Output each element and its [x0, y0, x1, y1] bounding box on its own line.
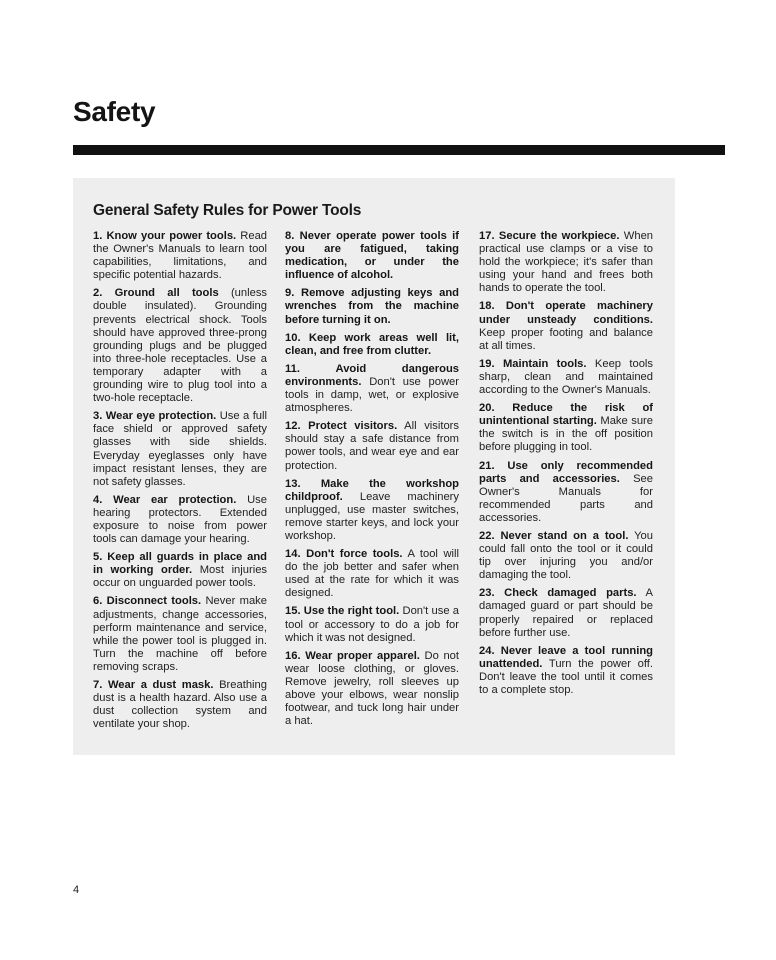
safety-rule: [93, 551, 267, 590]
rule-number: 11.: [285, 362, 300, 375]
rule-lead: Don't force tools.: [306, 548, 403, 561]
page-number: 4: [73, 884, 80, 896]
rule-lead: Never operate power tools if you are fatigued, taking medication, or under the influence of alcohol.: [285, 230, 459, 282]
rule-lead: Protect visitors.: [308, 420, 398, 433]
safety-rule: [285, 287, 459, 326]
rule-text: Keep proper footing and balance at all times.: [479, 326, 653, 352]
rule-lead: Remove adjusting keys and wrenches from the machine before turning it on.: [285, 287, 459, 326]
safety-rule: [479, 587, 653, 639]
rule-lead: Keep work areas well lit, clean, and free from clutter.: [285, 331, 459, 357]
rule-text: Read the Owner's Manuals to learn tool capabilities, limitations, and specific potential hazards.: [93, 230, 268, 282]
safety-rule: [93, 287, 267, 405]
rule-text: Never make adjustments, change accessories, perform maintenance and service, while the power tool is plugged in. Turn the machine off before removing scraps.: [93, 595, 267, 673]
rule-lead: Maintain tools.: [502, 357, 587, 370]
safety-rules-panel: [73, 178, 675, 755]
safety-rule: [285, 478, 459, 543]
rule-text: All visitors should stay a safe distance from power tools, and wear eye and ear protection.: [285, 420, 459, 472]
safety-rule: [93, 410, 267, 489]
rule-text: Don't use power tools in damp, wet, or explosive atmospheres.: [285, 375, 459, 415]
rule-text: Turn the power off. Don't leave the tool until it comes to a complete stop.: [479, 657, 654, 696]
rule-text: Do not wear loose clothing, or gloves. Remove jewelry, roll sleeves up above your elbows, wear nonslip footwear, and tuck long hair under a hat.: [285, 649, 459, 728]
rule-number: 5.: [93, 551, 103, 564]
rule-lead: Reduce the risk of unintentional starting.: [479, 402, 654, 428]
rule-number: 8.: [285, 230, 295, 242]
rule-lead: Wear ear protection.: [113, 493, 237, 506]
rule-lead: Never stand on a tool.: [500, 529, 629, 542]
rules-column-2: [285, 230, 459, 733]
rule-number: 3.: [93, 410, 103, 423]
rule-lead: Avoid dangerous environments.: [285, 362, 459, 388]
rule-number: 21.: [479, 459, 495, 472]
rule-number: 12.: [285, 420, 301, 433]
rule-number: 18.: [479, 300, 495, 313]
rule-text: A damaged guard or part should be properly repaired or replaced before further use.: [479, 587, 653, 639]
rule-number: 19.: [479, 357, 495, 370]
rule-lead: Wear proper apparel.: [305, 649, 420, 662]
safety-rule: [479, 300, 653, 352]
safety-rule: [479, 645, 653, 697]
rule-number: 6.: [93, 595, 103, 608]
rule-lead: Check damaged parts.: [504, 587, 637, 600]
rule-number: 16.: [285, 649, 301, 662]
safety-rule: [285, 420, 459, 472]
rule-lead: Use the right tool.: [303, 605, 400, 618]
rule-text: Use a full face shield or approved safety glasses with side shields. Everyday eyeglasses only have impact resistant lenses, they are not safety glasses.: [93, 410, 268, 488]
safety-rule: [93, 494, 267, 546]
rule-number: 1.: [93, 230, 103, 242]
rule-lead: Wear eye protection.: [105, 410, 217, 423]
rule-number: 15.: [285, 605, 301, 618]
rule-number: 4.: [93, 493, 103, 506]
rule-text: You could fall onto the tool or it could tip over injuring you and/or damaging the tool.: [479, 529, 654, 582]
safety-rule: [285, 230, 459, 282]
rule-lead: Make the workshop childproof.: [285, 477, 459, 503]
rule-text: See Owner's Manuals for recommended parts and accessories.: [479, 472, 653, 524]
safety-rule: [285, 363, 459, 415]
rule-text: Use hearing protectors. Extended exposure to noise from power tools can damage your hearing.: [93, 493, 267, 546]
rule-lead: Keep all guards in place and in working order.: [93, 551, 268, 577]
rules-column-1: [93, 230, 267, 736]
heading-rule: [73, 145, 725, 155]
rule-number: 9.: [285, 287, 295, 300]
rule-text: Don't use a tool or accessory to do a job for which it was not designed.: [285, 605, 459, 644]
panel-title: General Safety Rules for Power Tools: [93, 202, 362, 219]
rule-text: Breathing dust is a health hazard. Also use a dust collection system and ventilate your shop.: [93, 679, 267, 731]
rule-number: 20.: [479, 402, 495, 415]
rule-number: 7.: [93, 679, 103, 691]
safety-rule: [479, 402, 653, 454]
rule-text: (unless double insulated). Grounding prevents electrical shock. Tools should have approved three-prong grounding plugs and be plugged into three-hole receptacles. Use a temporary adapter with a grounding wire to plug tool into a two-hole receptacle.: [93, 287, 268, 405]
rule-text: Make sure the switch is in the off position before plugging in tool.: [479, 415, 653, 454]
safety-rule: [93, 595, 267, 674]
page-heading: Safety: [73, 96, 156, 127]
safety-rule: [479, 358, 653, 397]
rule-lead: Know your power tools.: [106, 230, 237, 242]
safety-rule: [285, 650, 459, 729]
rule-text: Leave machinery unplugged, use master switches, remove starter keys, and lock your workshop.: [285, 490, 460, 542]
rule-text: Most injuries occur on unguarded power tools.: [93, 564, 268, 590]
rule-lead: Wear a dust mask.: [107, 679, 214, 691]
safety-rule: [93, 679, 267, 731]
rule-text: When practical use clamps or a vise to hold the workpiece; it's safer than using your hand and frees both hands to operate the tool.: [479, 230, 654, 295]
rule-text: Keep tools sharp, clean and maintained according to the Owner's Manuals.: [479, 357, 654, 397]
safety-rule: [285, 605, 459, 644]
rule-number: 23.: [479, 587, 495, 600]
safety-rule: [285, 332, 459, 358]
rule-number: 10.: [285, 331, 301, 344]
rule-lead: Never leave a tool running unattended.: [479, 644, 653, 670]
rule-number: 24.: [479, 644, 495, 657]
rule-number: 13.: [285, 477, 301, 490]
rule-number: 17.: [479, 230, 495, 242]
rule-lead: Secure the workpiece.: [498, 230, 620, 242]
rule-number: 14.: [285, 548, 301, 561]
rule-lead: Use only recommended parts and accessories.: [479, 459, 653, 485]
safety-rule: [479, 230, 653, 295]
rules-column-3: [479, 230, 653, 702]
safety-rule: [479, 460, 653, 525]
rule-lead: Disconnect tools.: [106, 595, 202, 608]
safety-rule: [479, 530, 653, 582]
rule-text: A tool will do the job better and safer when used at the rate for which it was designed.: [285, 548, 459, 600]
safety-rule: [285, 548, 459, 600]
rule-number: 2.: [93, 287, 103, 300]
rule-lead: Ground all tools: [114, 287, 219, 300]
safety-rule: [93, 230, 267, 282]
rule-lead: Don't operate machinery under unsteady conditions.: [479, 300, 653, 326]
rule-number: 22.: [479, 529, 495, 542]
